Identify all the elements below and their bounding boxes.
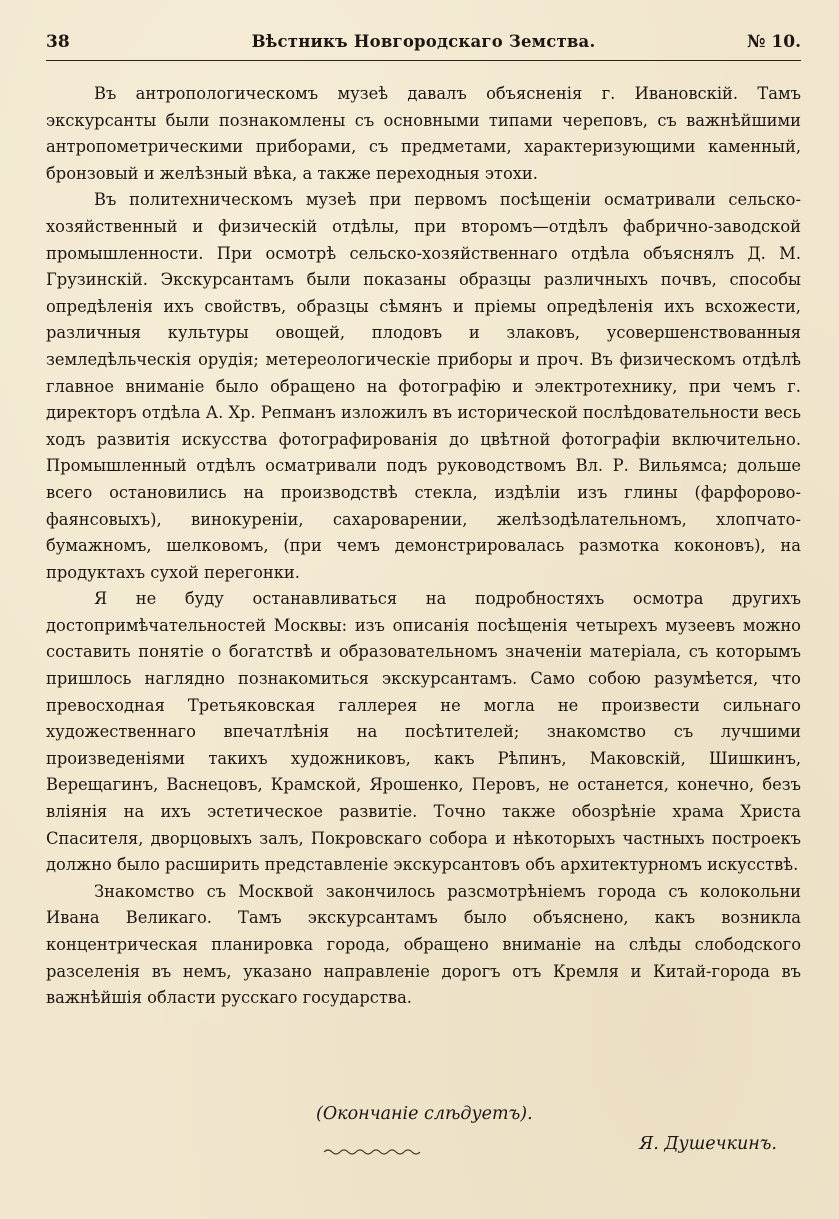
wavy-rule-ornament-icon xyxy=(322,1146,422,1158)
page-number: 38 xyxy=(46,32,70,52)
running-title: Вѣстникъ Новгородскаго Земства. xyxy=(251,32,596,51)
paragraph-anthropology-museum: Въ антропологическомъ музеѣ давалъ объясненія г. Ивановскій. Тамъ экскурсанты были познакомлены съ основными типами череповъ, съ важнѣйшими антропометрическими приборами, съ предметами, характеризующими каменный, бронзовый и желѣзный вѣка, а также переходныя этохи. xyxy=(46,84,801,183)
header-rule xyxy=(46,60,801,61)
author-signature: Я. Душечкинъ. xyxy=(639,1134,777,1154)
paragraph-ivan-bell-tower: Знакомство съ Москвой закончилось разсмотрѣніемъ города съ колокольни Ивана Великаго. Тамъ экскурсантамъ было объяснено, какъ возникла концентрическая планировка города, обращено вниманіе на слѣды слободского разселенія въ немъ, указано направленіе дорогъ отъ Кремля и Китай-города въ важнѣйшія области русскаго государства. xyxy=(46,881,801,1008)
issue-number: № 10. xyxy=(747,32,801,52)
article-body xyxy=(46,81,801,1012)
continued-note: (Окончаніе слѣдуетъ). xyxy=(316,1104,533,1124)
article-closing xyxy=(46,1098,801,1178)
paragraph-moscow-sights: Я не буду останавливаться на подробностяхъ осмотра другихъ достопримѣчательностей Москвы: изъ описанія посѣщенія четырехъ музеевъ можно составить понятіе о богатствѣ и образовательномъ значеніи матеріала, съ которымъ пришлось наглядно познакомиться экскурсантамъ. Само собою разумѣется, что превосходная Третьяковская галлерея не могла не произвести сильнаго художественнаго впечатлѣнія на посѣтителей; знакомство съ лучшими произведеніями такихъ художниковъ, какъ Рѣпинъ, Маковскій, Шишкинъ, Верещагинъ, Васнецовъ, Крамской, Ярошенко, Перовъ, не останется, конечно, безъ вліянія на ихъ эстетическое развитіе. Точно также обозрѣніе храма Христа Спасителя, дворцовыхъ залъ, Покровскаго собора и нѣкоторыхъ частныхъ построекъ должно было расширить представленіе экскурсантовъ объ архитектурномъ искусствѣ. xyxy=(46,589,801,875)
paragraph-polytechnic-museum: Въ политехническомъ музеѣ при первомъ посѣщеніи осматривали сельско-хозяйственный и физическій отдѣлы, при второмъ—отдѣлъ фабрично-заводской промышленности. При осмотрѣ сельско-хозяйственнаго отдѣла объяснялъ Д. М. Грузинскій. Экскурсантамъ были показаны образцы различныхъ почвъ, способы опредѣленія ихъ свойствъ, образцы сѣмянъ и пріемы опредѣленія ихъ всхожести, различныя культуры овощей, плодовъ и злаковъ, усовершенствованныя земледѣльческія орудія; метереологическіе приборы и проч. Въ физическомъ отдѣлѣ главное вниманіе было обращено на фотографію и электротехнику, при чемъ г. директоръ отдѣла А. Хр. Репманъ изложилъ въ исторической послѣдовательности весь ходъ развитія искусства фотографированія до цвѣтной фотографіи включительно. Промышленный отдѣлъ осматривали подъ руководствомъ Вл. Р. Вильямса; дольше всего остановились на производствѣ стекла, издѣліи изъ глины (фарфорово-фаянсовыхъ), винокуреніи, сахароварении, желѣзодѣлательномъ, хлопчато-бумажномъ, шелковомъ, (при чемъ демонстрировалась размотка коконовъ), на продуктахъ сухой перегонки. xyxy=(46,190,801,582)
page-header xyxy=(46,30,801,56)
